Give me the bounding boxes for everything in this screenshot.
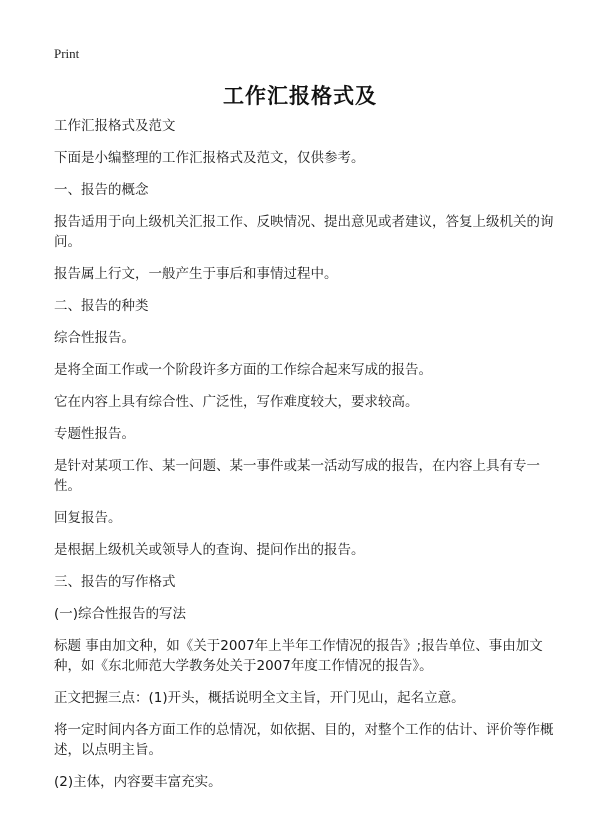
paragraph: 标题 事由加文种，如《关于2007年上半年工作情况的报告》;报告单位、事由加文种，如《东北师范大学教务处关于2007年度工作情况的报告》。	[54, 638, 543, 674]
document-title: 工作汇报格式及	[223, 84, 377, 108]
subsection-heading: (一)综合性报告的写法	[54, 606, 187, 622]
paragraph: 工作汇报格式及范文	[54, 118, 176, 134]
paragraph: 报告属上行文，一般产生于事后和事情过程中。	[54, 266, 338, 282]
paragraph: (2)主体，内容要丰富充实。	[54, 774, 222, 790]
paragraph: 是针对某项工作、某一问题、某一事件或某一活动写成的报告，在内容上具有专一性。	[54, 458, 540, 494]
paragraph: 回复报告。	[54, 510, 122, 526]
paragraph: 专题性报告。	[54, 426, 135, 442]
paragraph: 是将全面工作或一个阶段许多方面的工作综合起来写成的报告。	[54, 362, 432, 378]
paragraph: 下面是小编整理的工作汇报格式及范文，仅供参考。	[54, 150, 365, 166]
section-heading: 一、报告的概念	[54, 182, 149, 198]
document-body	[54, 116, 554, 804]
paragraph: 正文把握三点：(1)开头，概括说明全文主旨，开门见山，起名立意。	[54, 690, 465, 706]
paragraph: 报告适用于向上级机关汇报工作、反映情况、提出意见或者建议，答复上级机关的询问。	[54, 214, 554, 250]
section-heading: 三、报告的写作格式	[54, 574, 176, 590]
paragraph: 是根据上级机关或领导人的查询、提问作出的报告。	[54, 542, 365, 558]
section-heading: 二、报告的种类	[54, 298, 149, 314]
paragraph: 它在内容上具有综合性、广泛性，写作难度较大，要求较高。	[54, 394, 419, 410]
paragraph: 综合性报告。	[54, 330, 135, 346]
paragraph: 将一定时间内各方面工作的总情况，如依据、目的，对整个工作的估计、评价等作概述，以点明主旨。	[54, 722, 554, 758]
print-link[interactable]: Print	[54, 46, 80, 61]
